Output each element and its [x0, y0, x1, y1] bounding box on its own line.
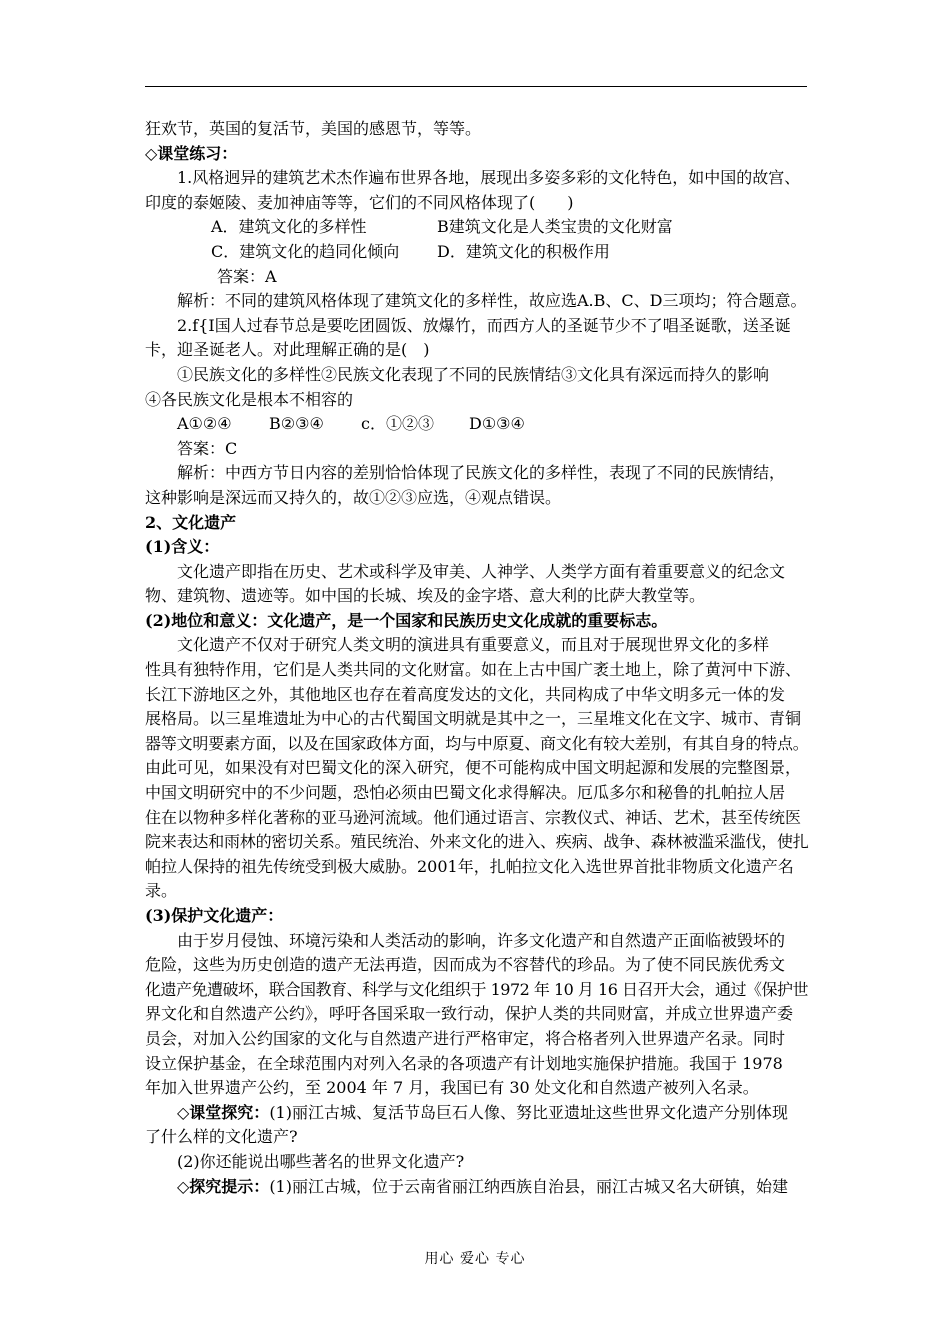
text-line: 录。	[145, 881, 178, 901]
document-body	[145, 117, 809, 1199]
option-row	[145, 215, 809, 240]
text-line: 解析：不同的建筑风格体现了建筑文化的多样性，故应选A.B、C、D三项均；符合题意。	[177, 291, 807, 311]
option-d: D①③④	[469, 414, 525, 434]
inquiry-label: ◇课堂探究：	[177, 1102, 270, 1122]
text-line: 印度的泰姬陵、麦加神庙等等，它们的不同风格体现了( )	[145, 192, 574, 212]
text-line: 帕拉人保持的祖先传统受到极大威胁。2001年，扎帕拉文化入选世界首批非物质文化遗产名	[145, 856, 794, 876]
text-line: 1.风格迥异的建筑艺术杰作遍布世界各地，展现出多姿多彩的文化特色，如中国的故宫、	[177, 168, 801, 188]
option-d: D．建筑文化的积极作用	[437, 241, 610, 261]
page-footer: 用心 爱心 专心	[424, 1251, 526, 1267]
text-line: 这种影响是深远而又持久的，故①②③应选，④观点错误。	[145, 487, 562, 507]
option-b: B②③④	[269, 414, 324, 434]
text-line: 由于岁月侵蚀、环境污染和人类活动的影响，许多文化遗产和自然遗产正面临被毁坏的	[177, 930, 786, 950]
option-a: A．建筑文化的多样性	[211, 217, 367, 237]
section-heading: 2、文化遗产	[145, 512, 237, 532]
text-line: 器等文明要素方面，以及在国家政体方面，均与中原夏、商文化有较大差别，有其自身的特点。	[145, 733, 809, 753]
hint-label: ◇探究提示：	[177, 1176, 270, 1196]
text-line: (2)你还能说出哪些著名的世界文化遗产?	[177, 1151, 465, 1171]
answer-line: 答案：C	[177, 438, 238, 458]
option-row	[145, 412, 809, 437]
text-line: 由此可见，如果没有对巴蜀文化的深入研究，便不可能构成中国文明起源和发展的完整图景，	[145, 758, 802, 778]
text-line: 文化遗产不仅对于研究人类文明的演进具有重要意义，而且对于展现世界文化的多样	[177, 635, 770, 655]
hint-text: (1)丽江古城，位于云南省丽江纳西族自治县，丽江古城又名大研镇，始建	[269, 1176, 788, 1196]
header-rule	[145, 86, 807, 87]
text-line: 2.f{I国人过春节总是要吃团圆饭、放爆竹，而西方人的圣诞节少不了唱圣诞歌，送圣诞	[177, 315, 791, 335]
text-line: 长江下游地区之外，其他地区也存在着高度发达的文化，共同构成了中华文明多元一体的发	[145, 684, 786, 704]
section-heading: ◇课堂练习：	[145, 143, 238, 163]
text-line: 界文化和自然遗产公约》，呼吁各国采取一致行动，保护人类的共同财富，并成立世界遗产委	[145, 1004, 794, 1024]
option-a: A①②④	[177, 414, 232, 434]
text-line: 化遗产免遭破坏，联合国教育、科学与文化组织于 1972 年 10 月 16 日召开大会，通过《保护世	[145, 979, 808, 999]
subsection-heading: (1)含义：	[145, 537, 220, 557]
text-line: 员会，对加入公约国家的文化与自然遗产进行严格审定，将合格者列入世界遗产名录。同时	[145, 1028, 786, 1048]
text-line	[145, 1175, 809, 1200]
option-c: c．①②③	[361, 414, 434, 434]
option-c: C．建筑文化的趋同化倾向	[211, 241, 400, 261]
answer-line: 答案：A	[217, 266, 277, 286]
text-line: 年加入世界遗产公约，至 2004 年 7 月，我国已有 30 处文化和自然遗产被列入名录。	[145, 1078, 759, 1098]
option-row	[145, 240, 809, 265]
text-line: 院来表达和雨林的密切关系。殖民统治、外来文化的进入、疾病、战争、森林被滥采滥伐，使扎	[145, 832, 809, 852]
text-line: 设立保护基金，在全球范围内对列入名录的各项遗产有计划地实施保护措施。我国于 1978	[145, 1053, 783, 1073]
text-line: 卡，迎圣诞老人。对此理解正确的是( )	[145, 340, 430, 360]
text-line: 危险，这些为历史创造的遗产无法再造，因而成为不容替代的珍品。为了使不同民族优秀文	[145, 955, 786, 975]
text-line: 展格局。以三星堆遗址为中心的古代蜀国文明就是其中之一，三星堆文化在文字、城市、青铜	[145, 709, 802, 729]
text-line: 了什么样的文化遗产?	[145, 1127, 298, 1147]
text-line: 住在以物种多样化著称的亚马逊河流域。他们通过语言、宗教仪式、神话、艺术，甚至传统医	[145, 807, 802, 827]
option-b: B建筑文化是人类宝贵的文化财富	[437, 217, 673, 237]
text-line: 物、建筑物、遗迹等。如中国的长城、埃及的金字塔、意大利的比萨大教堂等。	[145, 586, 706, 606]
text-line: 中国文明研究中的不少问题，恐怕必须由巴蜀文化求得解决。厄瓜多尔和秘鲁的扎帕拉人居	[145, 783, 786, 803]
text-line: 狂欢节，英国的复活节，美国的感恩节，等等。	[145, 119, 482, 138]
text-line	[145, 1101, 809, 1126]
text-line: 文化遗产即指在历史、艺术或科学及审美、人神学、人类学方面有着重要意义的纪念文	[177, 561, 786, 581]
subsection-heading: (2)地位和意义：文化遗产，是一个国家和民族历史文化成就的重要标志。	[145, 610, 668, 630]
text-line: 解析：中西方节日内容的差别恰恰体现了民族文化的多样性，表现了不同的民族情结，	[177, 463, 786, 483]
text-line: ①民族文化的多样性②民族文化表现了不同的民族情结③文化具有深远而持久的影响	[177, 364, 770, 384]
subsection-heading: (3)保护文化遗产：	[145, 906, 284, 925]
inquiry-text: (1)丽江古城、复活节岛巨石人像、努比亚遗址这些世界文化遗产分别体现	[269, 1102, 788, 1122]
text-line: 性具有独特作用，它们是人类共同的文化财富。如在上古中国广袤土地上，除了黄河中下游、	[145, 660, 802, 680]
text-line: ④各民族文化是根本不相容的	[145, 389, 354, 409]
